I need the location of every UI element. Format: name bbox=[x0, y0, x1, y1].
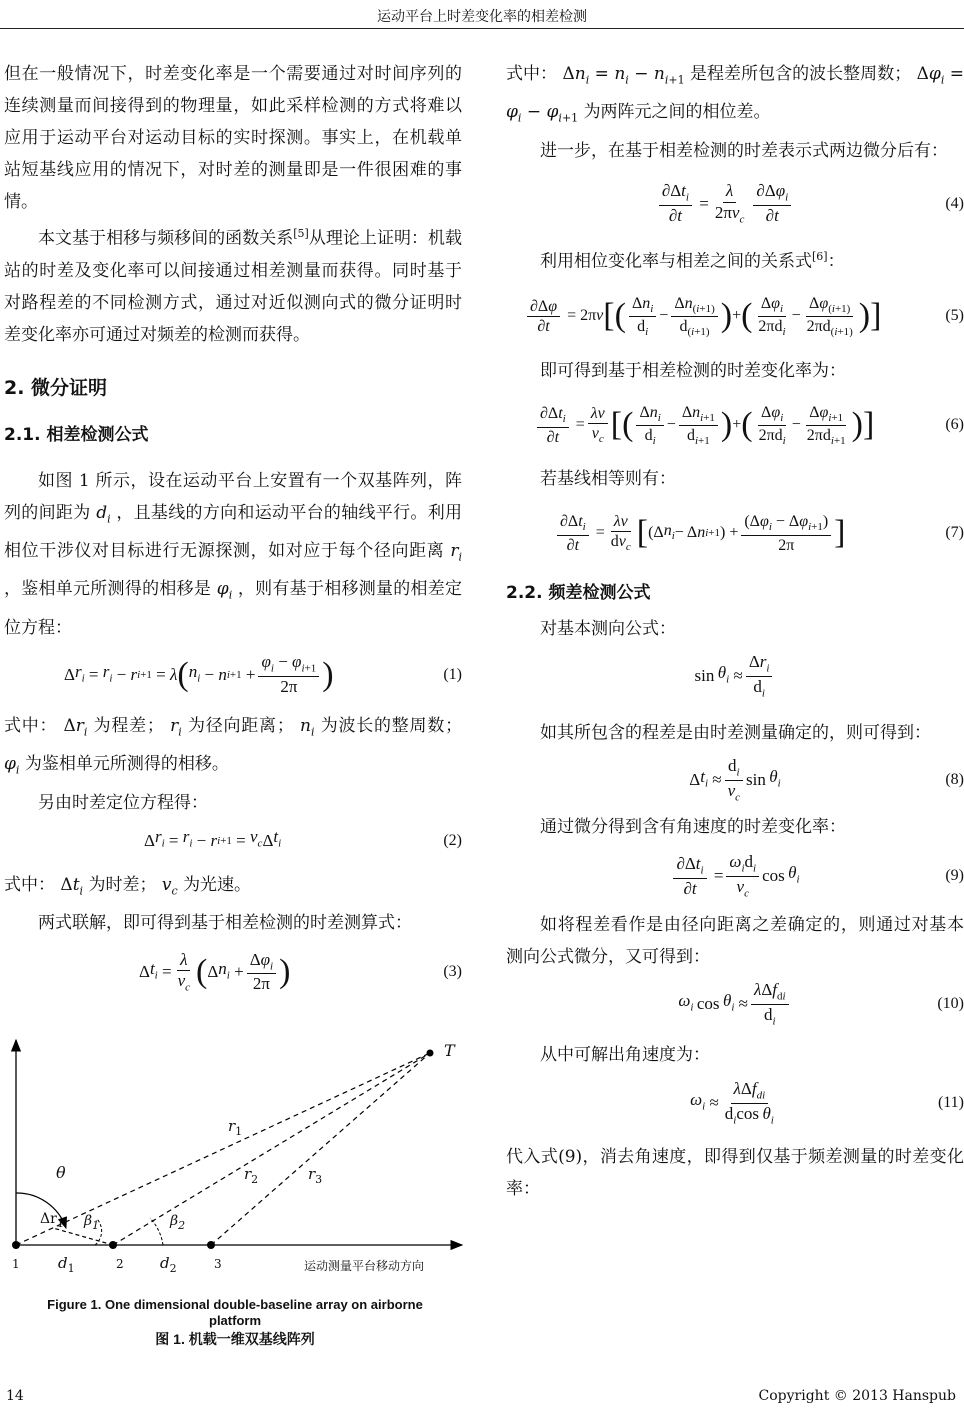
section-heading: 2. 微分证明 bbox=[4, 376, 108, 399]
equation-6: $\partial\Delta t_i$ ∂t = λv $v_c$ [ ( $\Delta n_i$ $d_i$ − $\Delta n_{i+1}$ $d_{i+1}$ ) + ( $\Delta\varphi_i$ $2\pi d_i$ − $\Delta\varphi_{i+1}$ $2\pi d_{i+1}$ ) ] (6) bbox=[506, 387, 964, 463]
r3-label: $r_3$ bbox=[308, 1165, 323, 1186]
path-difference-line bbox=[53, 1228, 113, 1245]
copyright: Copyright © 2013 Hanspub bbox=[758, 1388, 956, 1404]
target-label: T bbox=[444, 1041, 455, 1060]
paragraph: 若基线相等则有： bbox=[540, 469, 676, 490]
equation-number: (7) bbox=[945, 524, 964, 542]
d1-label: $d_1$ bbox=[58, 1254, 75, 1275]
equation-11: $\omega_i$ ≈ λΔf$_{di}$ $d_i\cos$ $\theta_i$ (11) bbox=[690, 1079, 964, 1127]
page-number: 14 bbox=[6, 1388, 24, 1404]
paragraph: 利用相位变化率与相差之间的关系式[6]： bbox=[540, 249, 845, 272]
equation-10: $\omega_i$ cos $\theta_i$ ≈ λΔf$_{di}$ $d_i$ (10) bbox=[678, 980, 964, 1028]
range-line-r2 bbox=[113, 1053, 430, 1245]
equation-number: (3) bbox=[443, 963, 462, 980]
figure-caption-cn: 图 1. 机载一维双基线阵列 bbox=[155, 1331, 315, 1347]
target-point bbox=[427, 1050, 434, 1057]
equation-number: (5) bbox=[945, 307, 964, 325]
element-2-point bbox=[109, 1241, 117, 1249]
equation-number: (9) bbox=[945, 867, 964, 885]
subsection-heading: 2.1. 相差检测公式 bbox=[4, 424, 149, 445]
paragraph: 通过微分得到含有角速度的时差变化率： bbox=[540, 817, 846, 838]
r1-label: $r_1$ bbox=[228, 1117, 243, 1138]
element-2-label: 2 bbox=[116, 1257, 124, 1271]
range-line-r1 bbox=[16, 1053, 430, 1245]
element-3-label: 3 bbox=[214, 1257, 222, 1271]
paragraph: 如将程差看作是由径向距离之差确定的，则通过对基本测向公式微分，又可得到： bbox=[506, 915, 964, 968]
equation-4: $\partial\Delta t_i$ ∂t = λ $2\pi v_c$ $\partial\Delta\varphi_i$ ∂t (4) bbox=[506, 167, 964, 241]
figure-1 bbox=[0, 1035, 470, 1355]
header-rule bbox=[0, 28, 964, 29]
paragraph: 两式联解，即可得到基于相差检测的时差测算式： bbox=[38, 913, 412, 933]
r2-label: $r_2$ bbox=[244, 1165, 259, 1186]
equation-9: $\partial\Delta t_i$ ∂t = $\omega_id_i$ $v_c$ cos $\theta_i$ (9) bbox=[506, 843, 964, 909]
figure-caption-en: Figure 1. One dimensional double-baseline array on airborne platform bbox=[47, 1297, 423, 1328]
equation-number: (4) bbox=[945, 194, 964, 212]
equation-7: $\partial\Delta t_i$ ∂t = λv $dv_c$ [ (Δ $n_i$ − Δ n i+1 ) + $(\Delta\varphi_i - \Delta\varphi_{i+1})$ 2π ] (7) bbox=[506, 495, 964, 571]
equation-2: Δ $r_i$ = $r_i$ − r i+1 = $v_c$ Δ $t_i$ (2) bbox=[4, 819, 462, 863]
paragraph: 式中： $\Delta r_i$ 为程差； $r_i$ 为径向距离； $n_i$ 为波长的整周数； $\varphi_i$ 为鉴相单元所测得的相移。 bbox=[4, 715, 463, 777]
equation-8: Δ $t_i$ ≈ $d_i$ $v_c$ sin $\theta_i$ (8) bbox=[689, 756, 964, 804]
range-line-r3 bbox=[211, 1053, 430, 1245]
paragraph: 式中： $\Delta n_i = n_i - n_{i+1}$ 是程差所包含的波长整周数； $\Delta\varphi_i = \varphi_i - \varphi_{i+1}$ 为两阵元之间的相位差。 bbox=[506, 64, 964, 125]
paragraph: 代入式(9)，消去角速度，即得到仅基于频差测量的时差变化率： bbox=[506, 1147, 964, 1200]
paragraph: 但在一般情况下，时差变化率是一个需要通过对时间序列的连续测量而间接得到的物理量，如此采样检测的方式将难以应用于运动平台对运动目标的实时探测。事实上，在机载单站短基线应用的情况下，对时差的测量即是一件很困难的事情。 bbox=[4, 64, 462, 212]
paragraph: 即可得到基于相差检测的时差变化率为： bbox=[540, 361, 846, 382]
theta-label: θ bbox=[56, 1163, 66, 1182]
equation-number: (6) bbox=[945, 416, 964, 434]
equation-3: Δ $t_i$ = λ $v_c$ ( Δ $n_i$ + $\Delta\varphi_i$ 2π ) (3) bbox=[139, 949, 462, 994]
equation-number: (2) bbox=[443, 831, 462, 849]
paragraph: 本文基于相移与频移间的函数关系[5]从理论上证明：机载站的时差及变化率可以间接通过相差测量而获得。同时基于对路程差的不同检测方式，通过对近似测向式的微分证明时差变化率亦可通过对频差的检测而获得。 bbox=[4, 227, 463, 345]
element-1-point bbox=[12, 1241, 20, 1249]
equation-1: Δ $r_i$ = $r_i$ − r i+1 = λ ( $n_i$ − n i+1 + $\varphi_i - \varphi_{i+1}$ 2π ) (1) bbox=[64, 652, 462, 696]
right-column bbox=[506, 58, 964, 1205]
left-column bbox=[4, 58, 462, 1005]
d2-label: $d_2$ bbox=[160, 1254, 177, 1275]
paragraph: 如图 1 所示，设在运动平台上安置有一个双基阵列，阵列的间距为 $d_i$ ，且基线的方向和运动平台的轴线平行。利用相位干涉仪对目标进行无源探测，如对应于每个径向距离 $r_i$ ，鉴相单元所测得的相移是 $\varphi_i$ ，则有基于相移测量的相差定位方程： bbox=[4, 470, 463, 638]
paragraph: 从中可解出角速度为： bbox=[540, 1045, 710, 1066]
running-header: 运动平台上时差变化率的相差检测 bbox=[377, 9, 587, 25]
beta1-label: $\beta_1$ bbox=[84, 1213, 100, 1232]
element-3-point bbox=[207, 1241, 215, 1249]
paragraph: 对基本测向公式： bbox=[540, 619, 676, 640]
beta2-label: $\beta_2$ bbox=[170, 1213, 186, 1232]
paragraph: 式中： $\Delta t_i$ 为时差； $v_c$ 为光速。 bbox=[4, 874, 252, 897]
citation[interactable]: [6] bbox=[812, 249, 828, 263]
equation-basic: sin $\theta_i$ ≈ $\Delta r_i$ $d_i$ bbox=[506, 645, 964, 707]
element-1-label: 1 bbox=[12, 1257, 20, 1271]
paragraph: 进一步，在基于相差检测的时差表示式两边微分后有： bbox=[540, 140, 948, 161]
equation-number: (8) bbox=[945, 771, 964, 789]
paragraph: 另由时差定位方程得： bbox=[38, 792, 208, 813]
subsection-heading: 2.2. 频差检测公式 bbox=[506, 583, 651, 604]
equation-number: (11) bbox=[937, 1094, 964, 1112]
equation-number: (10) bbox=[937, 995, 964, 1013]
citation[interactable]: [5] bbox=[293, 227, 309, 240]
delta-r-label: $\Delta r_1$ bbox=[40, 1211, 64, 1230]
equation-number: (1) bbox=[443, 665, 462, 683]
equation-5: ∂Δφ ∂t = 2π v [ ( $\Delta n_i$ $d_i$ − $\Delta n_{(i+1)}$ $d_{(i+1)}$ ) + ( $\Delta\varphi_i$ $2\pi d_i$ − $\Delta\varphi_{(i+1)}$ $2\pi d_{(i+1)}$ ) ] (5) bbox=[506, 277, 964, 355]
paragraph: 如其所包含的程差是由时差测量确定的，则可得到： bbox=[540, 723, 931, 744]
direction-label: 运动测量平台移动方向 bbox=[304, 1259, 425, 1273]
